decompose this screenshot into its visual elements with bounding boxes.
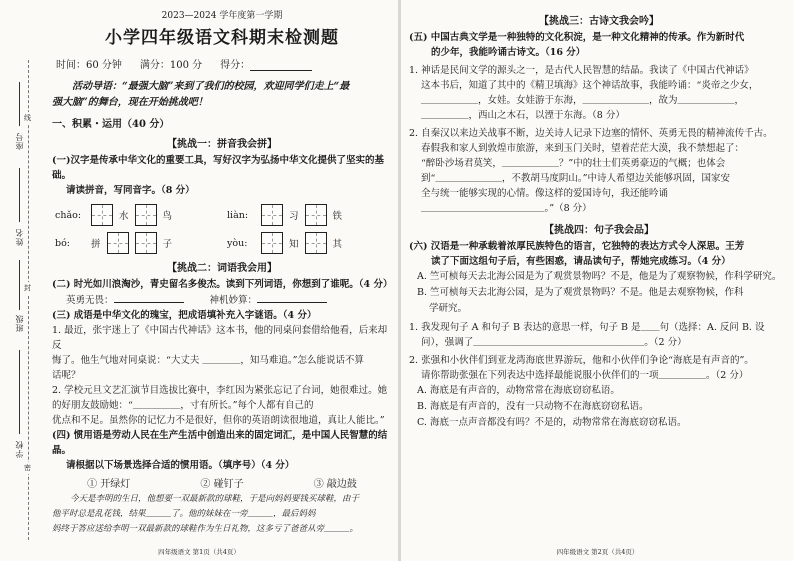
left-footer: 四年级语文 第1页（共4页）: [158, 548, 240, 556]
question-4-story: 今天是李明的生日，他想要一双最新款的球鞋，于是向妈妈要钱买球鞋，由于 他平时总是乱花钱，结果＿＿＿了。他的妹妹在一旁＿＿＿，最后妈妈 妈终于答应送给李明一双最新款的球鞋作为生日礼物，这多亏了爸爸从旁＿＿＿。: [52, 494, 360, 534]
fold-mark-seal: 封: [24, 284, 31, 292]
writing-box[interactable]: [135, 232, 157, 254]
answer-field[interactable]: [257, 292, 327, 303]
option-3: ③ 敲边鼓: [313, 479, 357, 490]
writing-box[interactable]: [261, 232, 283, 254]
section-1-title: 一、积累・运用（40 分）: [52, 119, 170, 130]
pinyin-item-you: yòu: 知 其: [224, 232, 345, 254]
left-content: [52, 0, 392, 537]
right-footer: 四年级语文 第2页（共4页）: [556, 548, 639, 556]
binding-strip: [0, 60, 40, 540]
question-5-2: 2. 自秦汉以来边关战事不断，边关诗人记录下边塞的情怀、英勇无畏的精神流传千古。 春假我和家人到敦煌市旅游，来到玉门关时，望着茫茫大漠，我不禁想起了： “醉卧沙场君莫笑，＿＿＿＿＿＿？”中的壮士们英勇豪迈的气概；也体会 到“＿＿＿＿＿＿＿，不教胡马度阴山。”中诗人希望边关能够巩固，国家安 全与统一能够实现的心情。像这样的爱国诗句，我还能吟诵 ＿＿＿＿＿＿＿＿＿＿＿＿＿。”（8 分）: [409, 128, 773, 214]
writing-box[interactable]: [305, 232, 327, 254]
pinyin-item-lian: liàn: 习 铁: [224, 204, 345, 226]
got-score: 得分：: [220, 56, 312, 71]
pinyin-row-1: [52, 204, 392, 226]
exam-title: 小学四年级语文科期末检测题: [105, 28, 339, 48]
writing-box[interactable]: [261, 204, 283, 226]
writing-box[interactable]: [107, 232, 129, 254]
score-label: 满分：100 分: [139, 60, 203, 71]
question-3-prompt: (三) 成语是中华文化的瑰宝，把成语填补充入字谜语。（4 分）: [52, 310, 317, 321]
question-5-1: 1. 神话是民间文学的源头之一，是古代人民智慧的结晶。我读了《中国古代神话》 这本书后，知道了其中的《精卫填海》这个神话故事，我能吟诵：“炎帝之少女， ＿＿＿＿＿＿，女娃。女娃游于东海，＿＿＿＿＿＿＿，故为＿＿＿＿＿＿， ＿＿＿＿＿，西山之木石，以湮于东海。（8 分）: [409, 65, 759, 121]
fold-mark-line: 线: [24, 114, 31, 122]
name-field[interactable]: [19, 168, 20, 222]
school-field[interactable]: [19, 350, 20, 434]
question-5-prompt: (五) 中国古典文学是一种独特的文化积淀，是一种文化精神的传承。作为新时代 的少年，我能吟诵古诗文。（16 分）: [409, 32, 745, 58]
question-3-2: 2. 学校元旦文艺汇演节目选拔比赛中，李红因为紧张忘记了台词，她很难过。她 的好朋友鼓励她：“＿＿＿＿＿，寸有所长。”每个人都有自己的 优点和不足。虽然你的记忆力不是很好，但你的英语朗读很地道，真让人能比。”: [52, 385, 388, 426]
pinyin-row-2: [52, 232, 392, 254]
sentence-a: A. 竺可桢每天去北海公园是为了观赏景物吗？不是，他是为了观察物候，作科学研究。: [417, 271, 782, 282]
answer-field[interactable]: [114, 292, 184, 303]
activity-guide: 活动导语：“最强大脑”来到了我们的校园，欢迎同学们走上“最 强大脑”的舞台，现在开始挑战吧！: [52, 81, 350, 108]
right-page: [401, 0, 794, 561]
question-1-prompt: (一)汉字是传承中华文化的重要工具，写好汉字为弘扬中华文化提供了坚实的基础。 请读拼音，写同音字。（8 分）: [52, 155, 384, 196]
sentence-b: B. 竺可桢每天去北海公园，是为了观赏景物吗？不是。他是去观察物候，作科 学研究。: [417, 287, 744, 314]
question-6-2: 2. 张强和小伙伴们到亚龙湾海底世界游玩，他和小伙伴们争论“海底是有声音的”。 请你帮助张强在下列表达中选择最能说服小伙伴们的一项＿＿＿＿＿。（2 分）: [409, 355, 754, 381]
question-2-answers: 英勇无畏： 神机妙算：: [52, 292, 392, 308]
choice-c: C. 海底一点声音都没有吗？不是的，动物常常在海底窃窃私语。: [417, 417, 687, 428]
score-field[interactable]: [250, 60, 312, 71]
pinyin-item-chao: chǎo: 水 鸟: [52, 204, 212, 226]
exam-info: [56, 56, 392, 71]
question-4-prompt: (四) 惯用语是劳动人民在生产生活中创造出来的固定词汇，是中国人民智慧的结晶。 请根据以下场景选择合适的惯用语。（填序号）（4 分）: [52, 430, 388, 471]
writing-box[interactable]: [91, 204, 113, 226]
challenge-3-title: 【挑战三：古诗文我会吟】: [539, 16, 659, 27]
time-label: 时间：60 分钟: [56, 60, 122, 71]
challenge-1-title: 【挑战一：拼音我会拼】: [167, 139, 277, 150]
school-year: 2023—2024 学年度第一学期: [161, 11, 283, 21]
seat-number-field[interactable]: [19, 82, 20, 126]
class-field[interactable]: [19, 260, 20, 310]
pinyin-item-bo: bó: 拼 子: [52, 232, 212, 254]
writing-box[interactable]: [135, 204, 157, 226]
choice-a: A. 海底是有声音的，动物常常在海底窃窃私语。: [417, 385, 620, 396]
class-label: 班级: [15, 314, 24, 332]
question-6-1: 1. 我发现句子 A 和句子 B 表达的意思一样，句子 B 是＿＿句（选择：A. 反问 B. 设 问），强调了＿＿＿＿＿＿＿＿＿＿＿＿＿＿＿＿＿＿。（2 分）: [409, 322, 765, 348]
challenge-4-title: 【挑战四：句子我会品】: [544, 225, 654, 236]
option-2: ② 碰钉子: [200, 479, 244, 490]
challenge-2-title: 【挑战二：词语我会用】: [167, 263, 277, 274]
name-label: 姓名: [15, 228, 24, 246]
question-6-prompt: (六) 汉语是一种承载着浓厚民族特色的语言，它独特的表达方式令人深思。王芳 读了下面这组句子后，有些困惑，请品读句子，帮她完成练习。（4 分）: [409, 241, 745, 267]
fold-mark-secret: 密: [24, 464, 31, 472]
option-1: ① 开绿灯: [87, 479, 131, 490]
question-2-prompt: (二) 时光如川浪淘沙，青史留名多俊杰。读到下列词语，你想到了谁呢。（4 分）: [52, 279, 393, 290]
school-label: 学校: [15, 440, 24, 458]
question-3-1: 1. 最近，张宇迷上了《中国古代神话》这本书，他的同桌问套借给他看，后来却反 悔了。他生气地对同桌说：“大丈夫 ＿＿＿＿，知马难追。”怎么能说话不算 话呢？: [52, 325, 388, 381]
choice-b: B. 海底是有声音的，没有一只动物不在海底窃窃私语。: [417, 401, 649, 412]
seat-number-label: 座号: [15, 132, 24, 150]
writing-box[interactable]: [305, 204, 327, 226]
right-content: [409, 0, 789, 431]
idiom-options: [52, 477, 392, 492]
